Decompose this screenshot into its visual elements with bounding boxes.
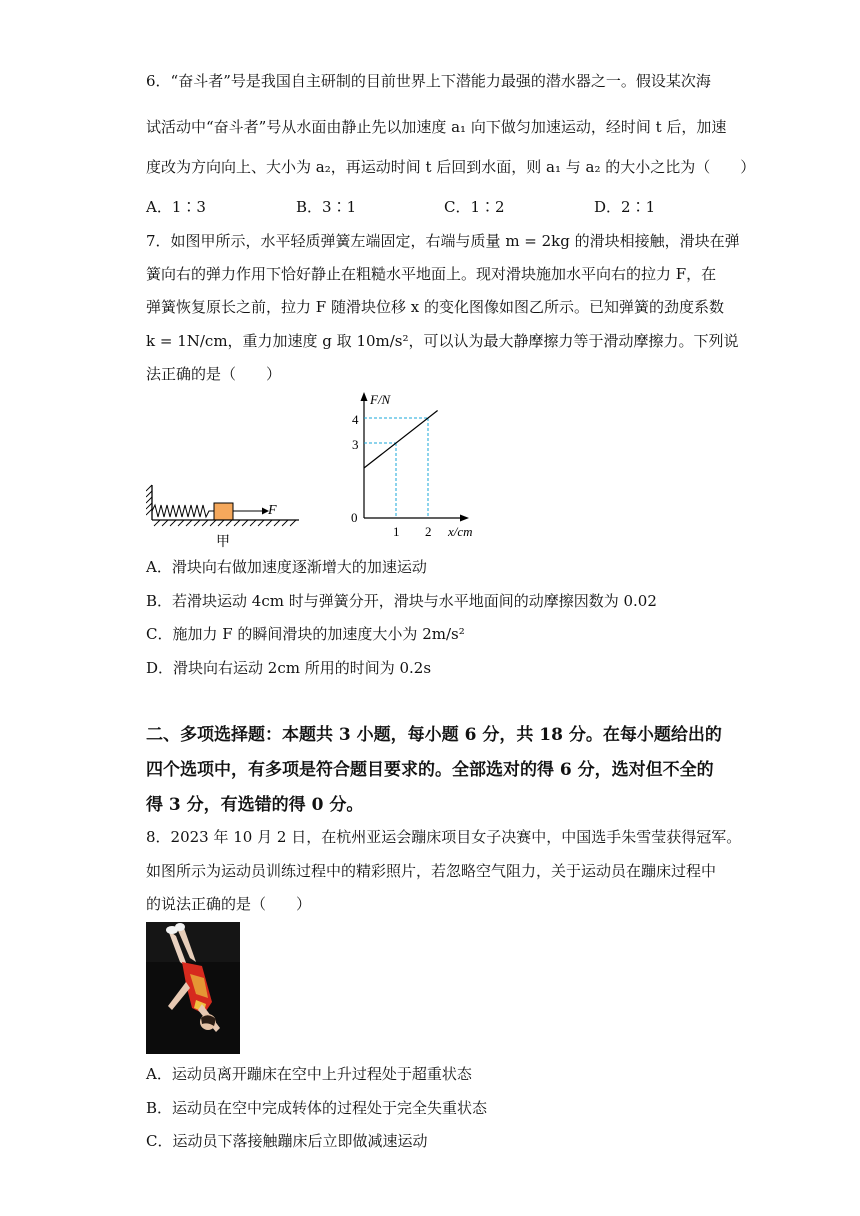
x-axis-label: x/cm — [448, 524, 473, 539]
section-2-heading-line-3: 得 3 分，有选错的得 0 分。 — [146, 795, 364, 815]
x-axis-arrowhead — [460, 515, 469, 522]
q7-figure — [146, 383, 486, 553]
wall-hatch — [146, 485, 152, 515]
q6-line-3: 度改为方向向上、大小为 a₂，再运动时间 t 后回到水面，则 a₁ 与 a₂ 的大小之比为（ ） — [146, 158, 756, 176]
q6-option-c: C．1∶2 — [444, 198, 505, 216]
origin-label: 0 — [351, 510, 358, 525]
q7-option-a: A．滑块向右做加速度逐渐增大的加速运动 — [146, 558, 427, 576]
f-x-line — [364, 411, 438, 469]
graph-marks — [364, 411, 438, 519]
q7-line-1: 7．如图甲所示，水平轻质弹簧左端固定，右端与质量 m = 2kg 的滑块相接触，滑块在弹 — [146, 232, 740, 250]
caption-jia: 甲 — [216, 534, 230, 550]
q8-line-2: 如图所示为运动员训练过程中的精彩照片，若忽略空气阻力，关于运动员在蹦床过程中 — [146, 862, 717, 880]
q8-option-a: A．运动员离开蹦床在空中上升过程处于超重状态 — [146, 1065, 472, 1083]
q7-line-4: k = 1N/cm，重力加速度 g 取 10m/s²，可以认为最大静摩擦力等于滑动摩擦力。下列说 — [146, 332, 739, 350]
q7-line-3: 弹簧恢复原长之前，拉力 F 随滑块位移 x 的变化图像如图乙所示。已知弹簧的劲度系数 — [146, 298, 724, 316]
spring — [152, 505, 214, 517]
y-axis-label: F/N — [370, 392, 391, 407]
force-label: F — [268, 503, 277, 518]
q7-option-b: B．若滑块运动 4cm 时与弹簧分开，滑块与水平地面间的动摩擦因数为 0.02 — [146, 592, 657, 610]
q6-options — [146, 197, 706, 217]
q6-option-a: A．1∶3 — [146, 198, 206, 216]
q6-option-b: B．3∶1 — [296, 198, 357, 216]
block — [214, 503, 233, 520]
q7-figure-svg — [146, 383, 486, 553]
q7-option-c: C．施加力 F 的瞬间滑块的加速度大小为 2m/s² — [146, 625, 465, 643]
trampoline-athlete-photo — [146, 922, 240, 1054]
q6-option-d: D．2∶1 — [594, 198, 656, 216]
y-tick-4: 4 — [352, 412, 359, 427]
q8-option-b: B．运动员在空中完成转体的过程处于完全失重状态 — [146, 1099, 488, 1117]
section-2-heading-line-2: 四个选项中，有多项是符合题目要求的。全部选对的得 6 分，选对但不全的 — [146, 760, 714, 780]
athlete-illustration — [146, 922, 240, 1054]
q8-line-3: 的说法正确的是（ ） — [146, 895, 312, 913]
spring-block-diagram — [146, 485, 299, 550]
x-tick-2: 2 — [425, 524, 432, 539]
section-2-heading-line-1: 二、多项选择题：本题共 3 小题，每小题 6 分，共 18 分。在每小题给出的 — [146, 725, 722, 745]
q7-line-5: 法正确的是（ ） — [146, 365, 282, 383]
x-tick-1: 1 — [393, 524, 400, 539]
q8-option-c: C．运动员下落接触蹦床后立即做减速运动 — [146, 1132, 428, 1150]
y-tick-3: 3 — [352, 437, 359, 452]
q6-line-1: 6．“奋斗者”号是我国自主研制的目前世界上下潜能力最强的潜水器之一。假设某次海 — [146, 72, 711, 90]
force-displacement-graph — [351, 392, 473, 539]
q6-line-2: 试活动中“奋斗者”号从水面由静止先以加速度 a₁ 向下做匀加速运动，经时间 t 后，加速 — [146, 118, 727, 136]
ground-hatch — [154, 520, 296, 526]
q7-option-d: D．滑块向右运动 2cm 所用的时间为 0.2s — [146, 659, 432, 677]
q7-line-2: 簧向右的弹力作用下恰好静止在粗糙水平地面上。现对滑块施加水平向右的拉力 F，在 — [146, 265, 717, 283]
q8-line-1: 8．2023 年 10 月 2 日，在杭州亚运会蹦床项目女子决赛中，中国选手朱雪莹获得冠军。 — [146, 828, 742, 846]
y-axis-arrowhead — [361, 392, 368, 401]
